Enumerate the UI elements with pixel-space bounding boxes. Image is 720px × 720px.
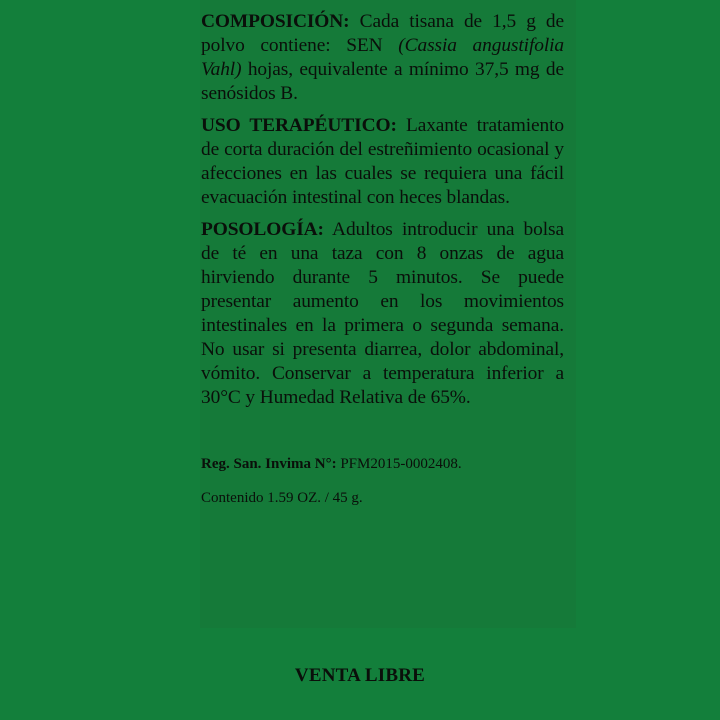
composition-text-cont: hojas, equivalente a mínimo 37,5 mg de senósidos B. <box>201 59 564 104</box>
dosage-heading: POSOLOGÍA: <box>201 219 324 240</box>
therapeutic-use-text: Laxante tratamiento de corta duración del estreñimiento ocasional y afecciones en las cuales se requiera una fácil evacuación intestinal con heces blandas. <box>201 115 565 208</box>
dosage-text: Adultos introducir una bolsa de té en una taza con 8 onzas de agua hirviendo durante 5 minutos. Se puede presentar aumento en los movimientos intestinales en la primera o segunda semana. No usar si presenta diarrea, dolor abdominal, vómito. Conservar a temperatura inferior a 30°C y Humedad Relativa de 65%. <box>201 219 564 408</box>
composition-text: Cada tisana de 1,5 g de polvo contiene: SEN <box>201 11 564 56</box>
dosage-paragraph <box>201 218 564 410</box>
composition-heading: COMPOSICIÓN: <box>201 11 350 32</box>
registration-number: PFM2015-0002408. <box>336 456 462 472</box>
therapeutic-use-paragraph <box>201 114 564 210</box>
sale-status-label: VENTA LIBRE <box>294 665 426 686</box>
therapeutic-use-heading: USO TERAPÉUTICO: <box>201 115 397 136</box>
botanical-name: (Cassia angustifolia Vahl) <box>201 35 564 80</box>
registration-block <box>201 455 564 523</box>
composition-paragraph <box>201 10 564 106</box>
net-content: Contenido 1.59 OZ. / 45 g. <box>201 490 363 506</box>
product-info-text <box>201 10 564 418</box>
registration-label: Reg. San. Invima N°: <box>201 456 337 472</box>
registration-line <box>201 455 564 473</box>
